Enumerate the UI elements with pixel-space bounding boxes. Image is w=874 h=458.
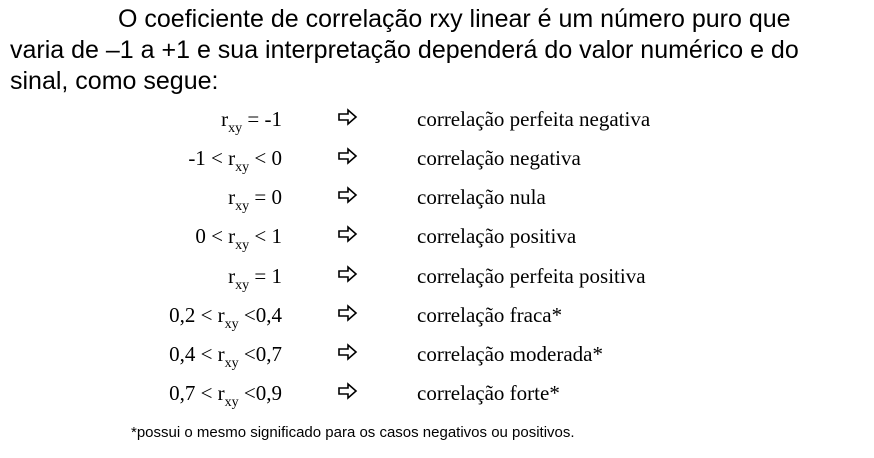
- condition-expression: [169, 303, 282, 332]
- condition-upper-bound: <0,4: [238, 303, 282, 327]
- condition-expression: [228, 185, 282, 214]
- table-row: [0, 142, 874, 180]
- condition-upper-bound: = -1: [242, 107, 282, 131]
- correlation-meaning: correlação fraca*: [417, 303, 563, 327]
- condition-upper-bound: < 1: [249, 224, 282, 248]
- table-row: [0, 338, 874, 376]
- right-arrow-outline-icon: [337, 342, 359, 362]
- correlation-meaning: correlação forte*: [417, 381, 560, 405]
- condition-expression: [169, 381, 282, 410]
- variable-subscript: xy: [235, 278, 250, 293]
- variable-r: r: [228, 224, 236, 248]
- table-row: [0, 260, 874, 298]
- variable-r: r: [217, 381, 225, 405]
- variable-r: r: [228, 146, 236, 170]
- correlation-meaning: correlação nula: [417, 185, 546, 209]
- condition-expression: [228, 264, 282, 293]
- table-row: [0, 103, 874, 141]
- correlation-meaning: correlação negativa: [417, 146, 581, 170]
- variable-subscript: xy: [235, 238, 250, 253]
- intro-line-3: sinal, como segue:: [10, 67, 219, 95]
- condition-expression: [221, 107, 282, 136]
- condition-expression: [188, 146, 282, 175]
- condition-lower-bound: 0 <: [195, 224, 229, 248]
- table-row: [0, 377, 874, 415]
- correlation-meaning: correlação moderada*: [417, 342, 603, 366]
- variable-r: r: [228, 185, 236, 209]
- variable-r: r: [217, 342, 225, 366]
- variable-subscript: xy: [228, 121, 243, 136]
- variable-subscript: xy: [224, 317, 239, 332]
- right-arrow-outline-icon: [337, 303, 359, 323]
- condition-lower-bound: 0,4 <: [169, 342, 218, 366]
- variable-subscript: xy: [235, 199, 250, 214]
- table-row: [0, 181, 874, 219]
- table-row: [0, 299, 874, 337]
- condition-lower-bound: 0,7 <: [169, 381, 218, 405]
- variable-r: r: [228, 264, 236, 288]
- variable-subscript: xy: [235, 160, 250, 175]
- variable-subscript: xy: [224, 395, 239, 410]
- right-arrow-outline-icon: [337, 146, 359, 166]
- intro-line-1: O coeficiente de correlação rxy linear é um número puro que: [118, 5, 791, 33]
- footnote: *possui o mesmo significado para os casos negativos ou positivos.: [131, 424, 575, 441]
- variable-r: r: [221, 107, 229, 131]
- correlation-meaning: correlação perfeita negativa: [417, 107, 651, 131]
- condition-upper-bound: < 0: [249, 146, 282, 170]
- correlation-meaning: correlação perfeita positiva: [417, 264, 646, 288]
- right-arrow-outline-icon: [337, 224, 359, 244]
- condition-upper-bound: <0,7: [238, 342, 282, 366]
- intro-line-2: varia de –1 a +1 e sua interpretação dependerá do valor numérico e do: [10, 36, 799, 64]
- condition-upper-bound: = 0: [249, 185, 282, 209]
- condition-lower-bound: 0,2 <: [169, 303, 218, 327]
- right-arrow-outline-icon: [337, 381, 359, 401]
- right-arrow-outline-icon: [337, 107, 359, 127]
- condition-expression: [195, 224, 282, 253]
- right-arrow-outline-icon: [337, 264, 359, 284]
- condition-lower-bound: -1 <: [188, 146, 229, 170]
- intro-paragraph: [10, 4, 870, 97]
- condition-upper-bound: <0,9: [238, 381, 282, 405]
- correlation-meaning: correlação positiva: [417, 224, 577, 248]
- table-row: [0, 220, 874, 258]
- condition-upper-bound: = 1: [249, 264, 282, 288]
- variable-subscript: xy: [224, 356, 239, 371]
- variable-r: r: [217, 303, 225, 327]
- condition-expression: [169, 342, 282, 371]
- right-arrow-outline-icon: [337, 185, 359, 205]
